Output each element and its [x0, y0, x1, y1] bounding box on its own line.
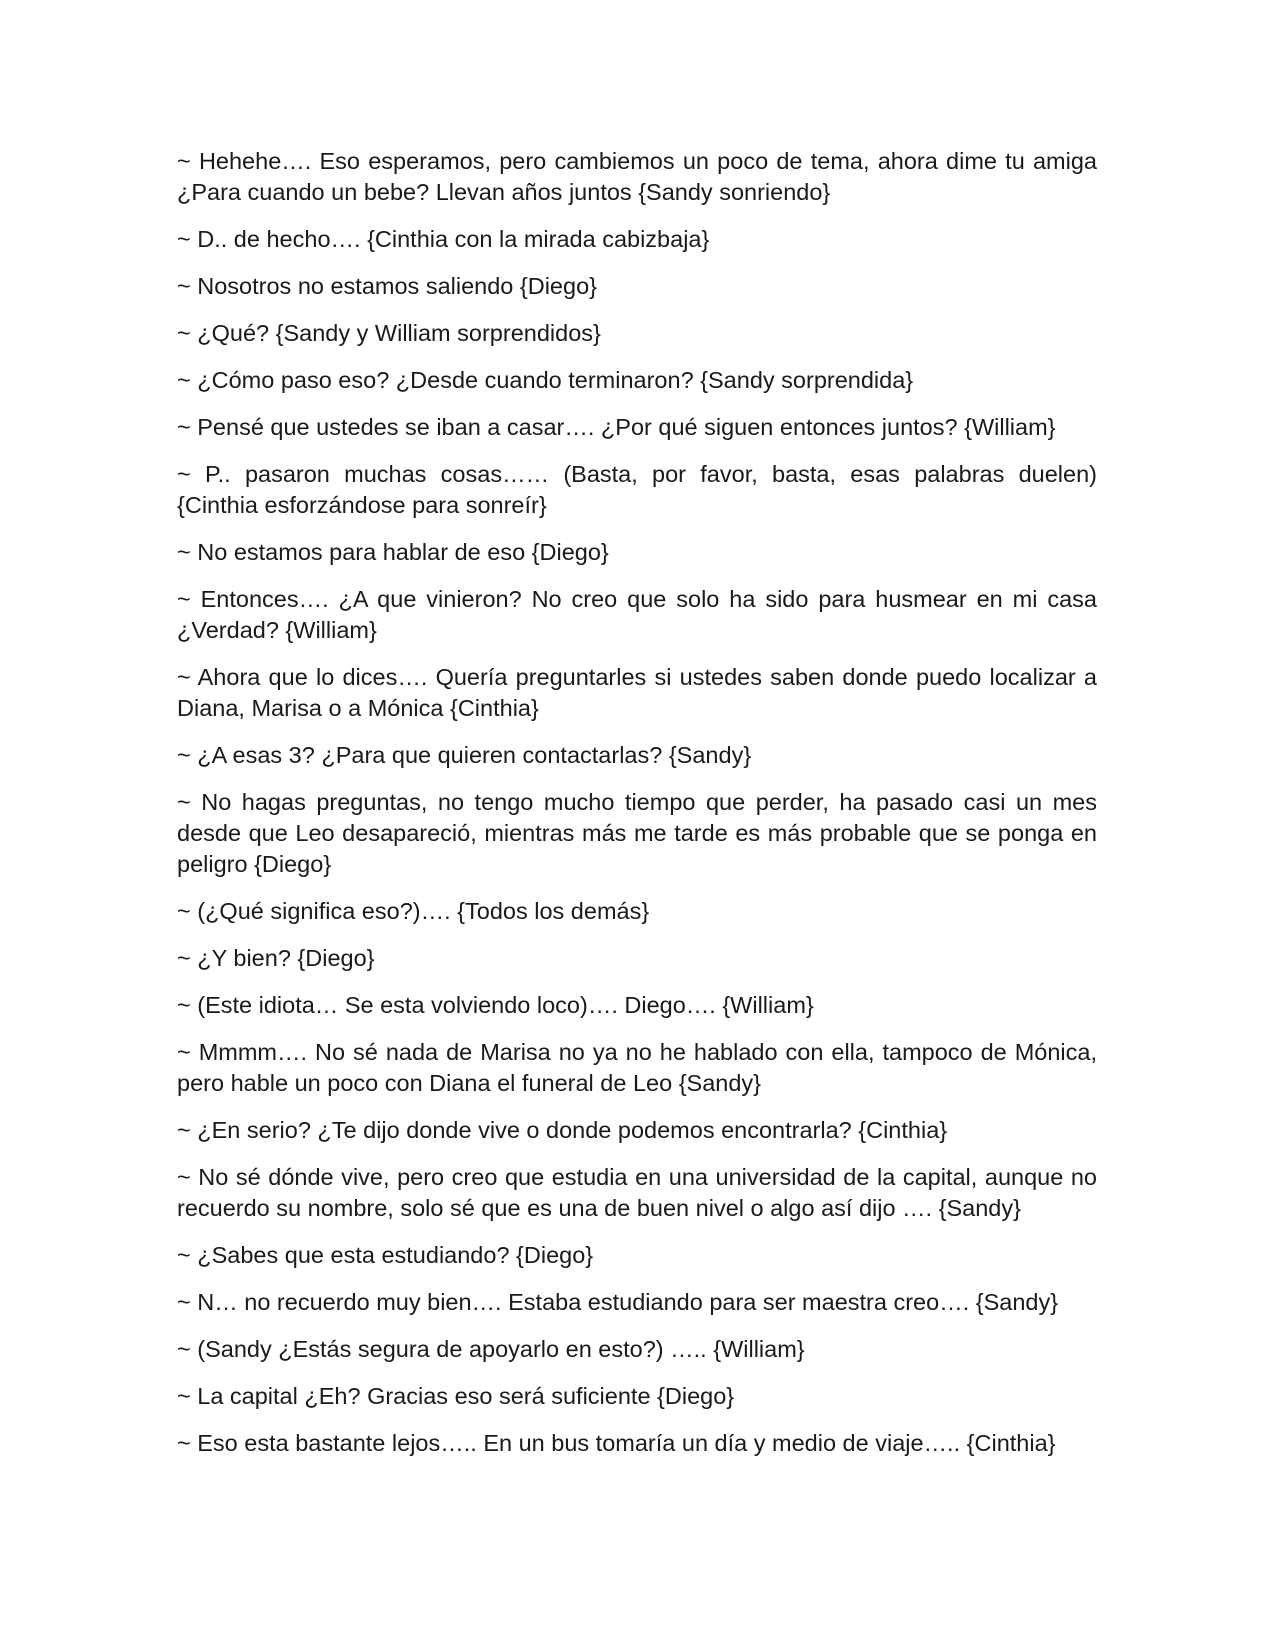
dialogue-line-9: ~ Entonces…. ¿A que vinieron? No creo que solo ha sido para husmear en mi casa ¿Verdad? {William} — [177, 586, 1097, 643]
dialogue-line-21: ~ (Sandy ¿Estás segura de apoyarlo en esto?) ….. {William} — [177, 1336, 805, 1362]
dialogue-line-2: ~ D.. de hecho…. {Cinthia con la mirada cabizbaja} — [177, 226, 710, 252]
dialogue-line-12: ~ No hagas preguntas, no tengo mucho tiempo que perder, ha pasado casi un mes desde que Leo desapareció, mientras más me tarde es más probable que se ponga en peligro {Diego} — [177, 789, 1097, 877]
dialogue-line-10: ~ Ahora que lo dices…. Quería preguntarles si ustedes saben donde puedo localizar a Diana, Marisa o a Mónica {Cinthia} — [177, 664, 1097, 721]
dialogue-line-1: ~ Hehehe…. Eso esperamos, pero cambiemos un poco de tema, ahora dime tu amiga ¿Para cuando un bebe? Llevan años juntos {Sandy sonriendo} — [177, 148, 1097, 205]
dialogue-line-18: ~ No sé dónde vive, pero creo que estudia en una universidad de la capital, aunque no recuerdo su nombre, solo sé que es una de buen nivel o algo así dijo …. {Sandy} — [177, 1164, 1097, 1221]
dialogue-line-17: ~ ¿En serio? ¿Te dijo donde vive o donde podemos encontrarla? {Cinthia} — [177, 1117, 948, 1143]
dialogue-line-4: ~ ¿Qué? {Sandy y William sorprendidos} — [177, 320, 601, 346]
dialogue-line-3: ~ Nosotros no estamos saliendo {Diego} — [177, 273, 597, 299]
dialogue-line-23: ~ Eso esta bastante lejos….. En un bus tomaría un día y medio de viaje….. {Cinthia} — [177, 1430, 1056, 1456]
dialogue-line-13: ~ (¿Qué significa eso?)…. {Todos los demás} — [177, 898, 650, 924]
dialogue-line-7: ~ P.. pasaron muchas cosas…… (Basta, por favor, basta, esas palabras duelen) {Cinthia esforzándose para sonreír} — [177, 461, 1097, 518]
dialogue-line-20: ~ N… no recuerdo muy bien…. Estaba estudiando para ser maestra creo…. {Sandy} — [177, 1289, 1059, 1315]
dialogue-line-19: ~ ¿Sabes que esta estudiando? {Diego} — [177, 1242, 594, 1268]
dialogue-line-11: ~ ¿A esas 3? ¿Para que quieren contactarlas? {Sandy} — [177, 742, 752, 768]
dialogue-line-5: ~ ¿Cómo paso eso? ¿Desde cuando terminaron? {Sandy sorprendida} — [177, 367, 914, 393]
document-page — [177, 146, 1097, 1475]
dialogue-line-15: ~ (Este idiota… Se esta volviendo loco)…. Diego…. {William} — [177, 992, 814, 1018]
dialogue-line-6: ~ Pensé que ustedes se iban a casar…. ¿Por qué siguen entonces juntos? {William} — [177, 414, 1056, 440]
dialogue-line-22: ~ La capital ¿Eh? Gracias eso será suficiente {Diego} — [177, 1383, 735, 1409]
dialogue-line-16: ~ Mmmm…. No sé nada de Marisa no ya no he hablado con ella, tampoco de Mónica, pero hable un poco con Diana el funeral de Leo {Sandy} — [177, 1039, 1097, 1096]
dialogue-line-8: ~ No estamos para hablar de eso {Diego} — [177, 539, 609, 565]
dialogue-line-14: ~ ¿Y bien? {Diego} — [177, 945, 375, 971]
